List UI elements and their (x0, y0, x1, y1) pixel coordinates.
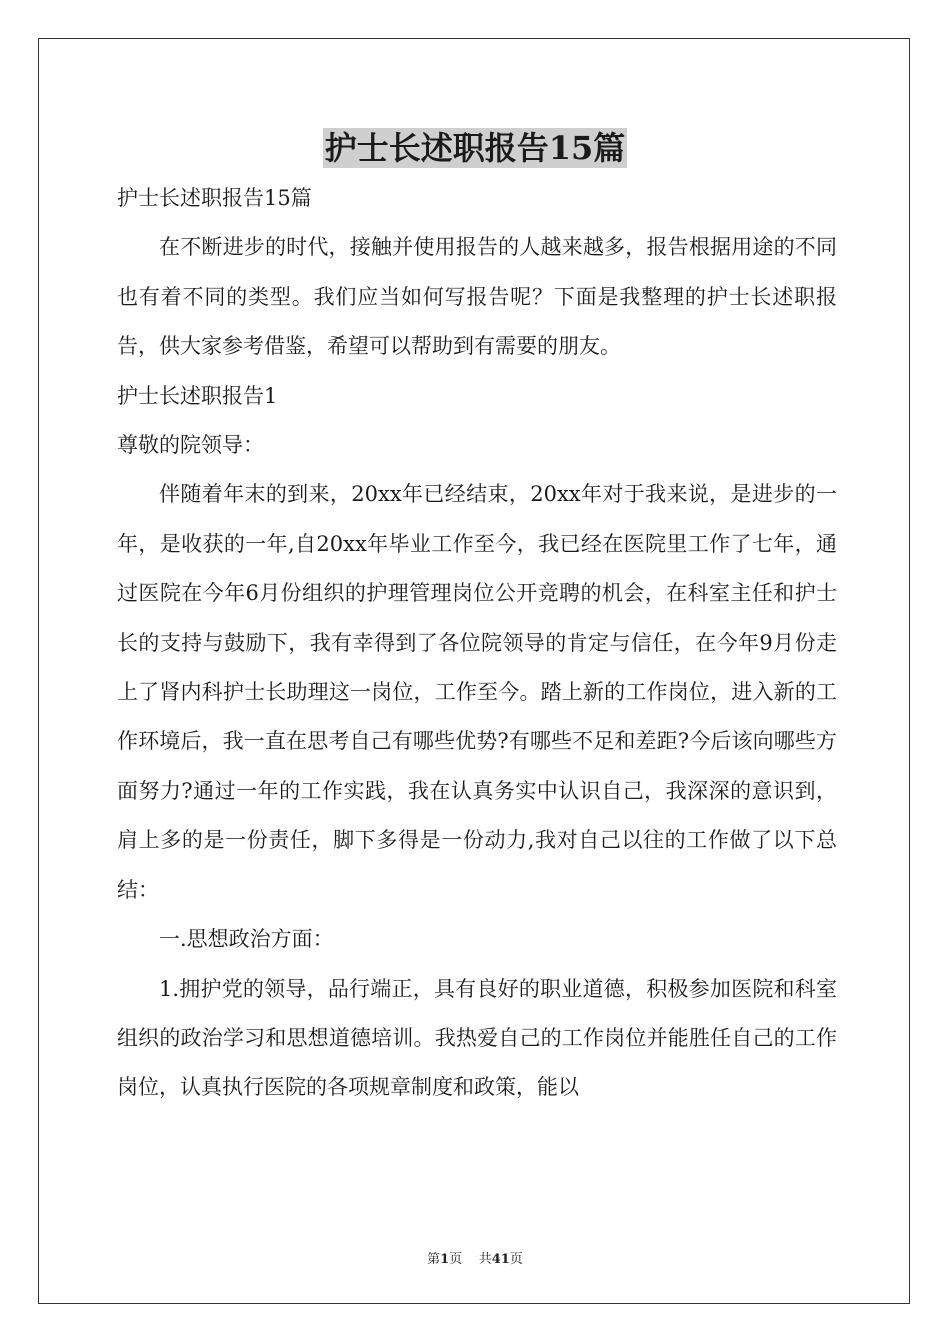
paragraph-2: 护士长述职报告1 (117, 383, 278, 408)
document-title: 护士长述职报告15篇 (324, 129, 626, 167)
footer-total-suffix: 页 (509, 1252, 523, 1267)
document-body (117, 174, 837, 1113)
footer-current-page: 1 (440, 1252, 450, 1267)
footer-total-prefix: 共 (478, 1252, 492, 1267)
paragraph-4: 伴随着年末的到来，20xx年已经结束，20xx年对于我来说，是进步的一年，是收获的一年,自20xx年毕业工作至今，我已经在医院里工作了七年，通过医院在今年6月份组织的护理管理岗位公开竞聘的机会，在科室主任和护士长的支持与鼓励下，我有幸得到了各位院领导的肯定与信任，在今年9月份走上了肾内科护士长助理这一岗位，工作至今。踏上新的工作岗位，进入新的工作环境后，我一直在思考自己有哪些优势?有哪些不足和差距?今后该向哪些方面努力?通过一年的工作实践，我在认真务实中认识自己，我深深的意识到，肩上多的是一份责任，脚下多得是一份动力,我对自己以往的工作做了以下总结： (117, 482, 837, 902)
footer-total-pages: 41 (491, 1252, 510, 1267)
paragraph-3: 尊敬的院领导： (117, 433, 264, 458)
paragraph-5: 一.思想政治方面： (159, 927, 334, 952)
paragraph-0: 护士长述职报告15篇 (117, 186, 312, 210)
paragraph-6: 1.拥护党的领导，品行端正，具有良好的职业道德，积极参加医院和科室组织的政治学习和思想道德培训。我热爱自己的工作岗位并能胜任自己的工作岗位，认真执行医院的各项规章制度和政策，能以 (117, 976, 837, 1100)
footer-page-prefix: 第 (427, 1252, 441, 1267)
title-wrap (0, 128, 950, 168)
paragraph-1: 在不断进步的时代，接触并使用报告的人越来越多，报告根据用途的不同也有着不同的类型。我们应当如何写报告呢？下面是我整理的护士长述职报告，供大家参考借鉴，希望可以帮助到有需要的朋友。 (117, 235, 837, 359)
footer-page-suffix: 页 (449, 1252, 463, 1267)
page-footer (0, 1248, 950, 1267)
